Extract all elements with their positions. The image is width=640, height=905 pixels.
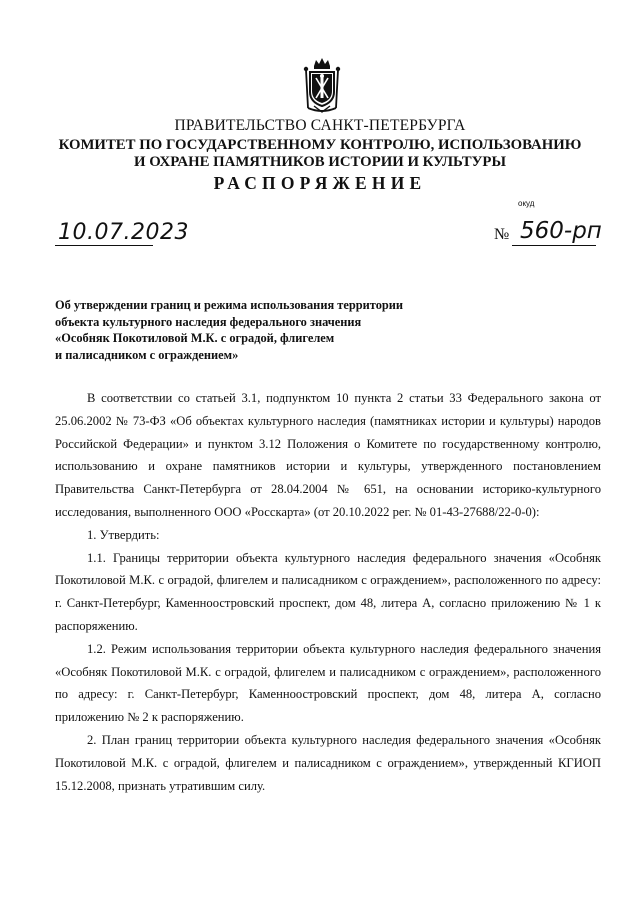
item-2: 2. План границ территории объекта культурного наследия федерального значения «Особняк Покотиловой М.К. с оградой, флигелем и палисадником с ограждением», утвержденный КГИОП 15.12.2008, признать утратившим силу. [55,732,601,793]
document-body [55,387,601,797]
document-subject [55,297,475,363]
number-underline [512,245,596,246]
document-date: 10.07.2023 [58,220,189,245]
item-1-1: 1.1. Границы территории объекта культурного наследия федерального значения «Особняк Покотиловой М.К. с оградой, флигелем и палисадником с ограждением», расположенного по адресу: г. Санкт-Петербург, Каменноостровский проспект, дом 48, литера А, согласно приложению № 1 к распоряжению. [55,550,601,633]
subject-line2: объекта культурного наследия федерального значения [55,314,362,329]
item-1: 1. Утвердить: [87,527,160,542]
saint-petersburg-coat-of-arms-icon [300,56,344,116]
item-1-2: 1.2. Режим использования территории объекта культурного наследия федерального значения «Особняк Покотиловой М.К. с оградой, флигелем и палисадником с ограждением», расположенного по адресу: г. Санкт-Петербург, Каменноостровский проспект, дом 48, литера А, согласно приложению № 2 к распоряжению. [55,641,601,725]
committee-name [40,137,600,171]
subject-line1: Об утверждении границ и режима использования территории [55,298,404,312]
document-type-title: РАСПОРЯЖЕНИЕ [213,173,427,193]
okud-label: окуд [518,199,535,208]
subject-line4: и палисадником с ограждением» [55,347,239,362]
number-prefix: № [494,226,510,243]
committee-name-line1: КОМИТЕТ ПО ГОСУДАРСТВЕННОМУ КОНТРОЛЮ, ИСПОЛЬЗОВАНИЮ [58,137,582,153]
intro-paragraph: В соответствии со статьей 3.1, подпунктом 10 пункта 2 статьи 33 Федерального закона от 25.06.2002 № 73-ФЗ «Об объектах культурного наследия (памятниках истории и культуры) народов Российской Федерации» и пунктом 3.12 Положения о Комитете по государственному контролю, использованию и охране памятников истории и культуры, утвержденного постановлением Правительства Санкт-Петербурга от 28.04.2004 № 651, на основании историко-культурного исследования, выполненного ООО «Росскарта» (от 20.10.2022 рег. № 01-43-27688/22-0-0): [55,391,601,519]
date-underline [55,245,153,246]
document-number: 560-рп [520,218,602,244]
subject-line3: «Особняк Покотиловой М.К. с оградой, флигелем [55,331,335,345]
government-name: ПРАВИТЕЛЬСТВО САНКТ-ПЕТЕРБУРГА [174,117,466,134]
committee-name-line2: И ОХРАНЕ ПАМЯТНИКОВ ИСТОРИИ И КУЛЬТУРЫ [133,154,506,170]
